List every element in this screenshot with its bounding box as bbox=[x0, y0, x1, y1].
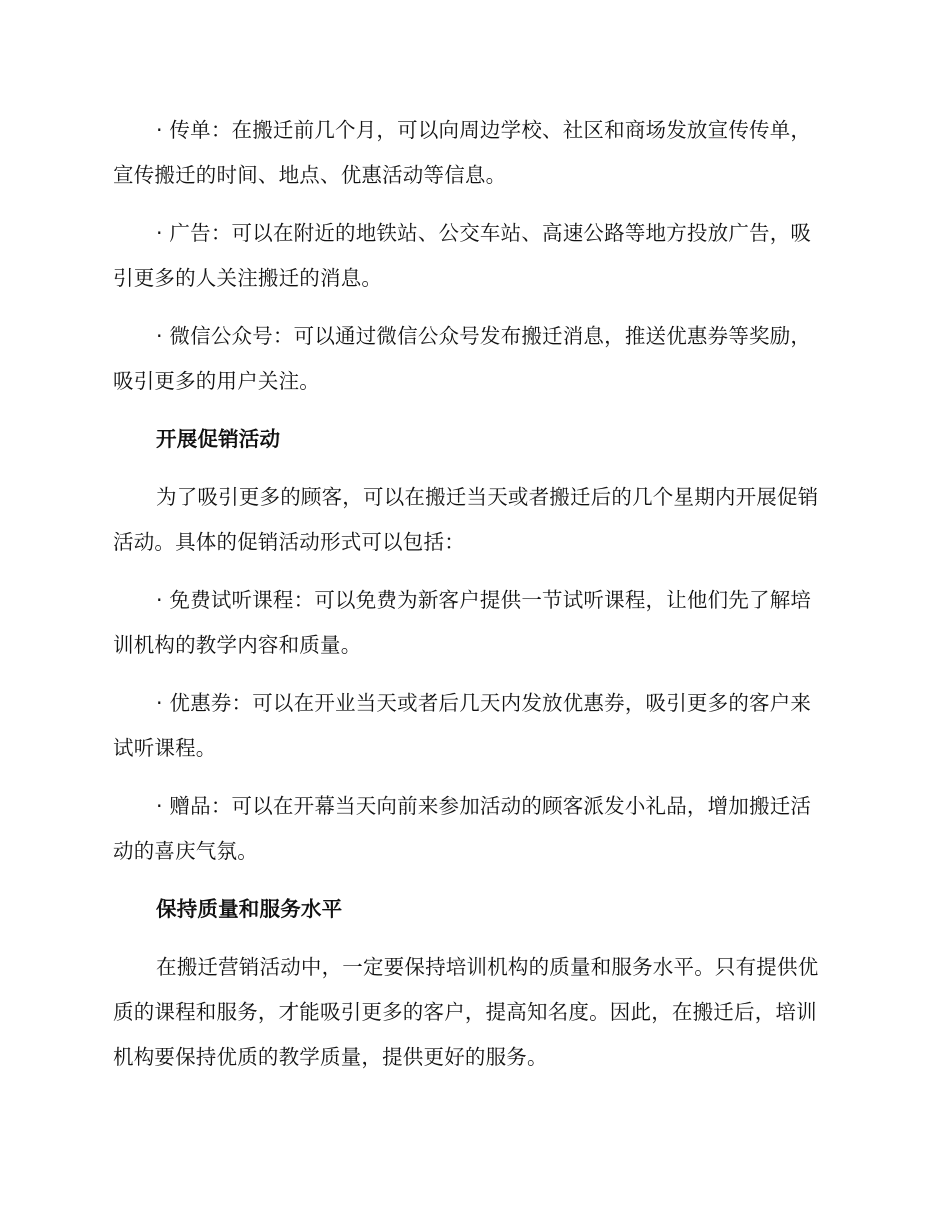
bullet-wechat: · 微信公众号：可以通过微信公众号发布搬迁消息，推送优惠券等奖励，吸引更多的用户关注。 bbox=[113, 324, 812, 393]
bullet-flyers: · 传单：在搬迁前几个月，可以向周边学校、社区和商场发放宣传传单，宣传搬迁的时间、地点、优惠活动等信息。 bbox=[113, 118, 812, 187]
bullet-gifts: · 赠品：可以在开幕当天向前来参加活动的顾客派发小礼品，增加搬迁活动的喜庆气氛。 bbox=[113, 794, 812, 863]
document-body bbox=[113, 108, 830, 1093]
bullet-free-trial: · 免费试听课程：可以免费为新客户提供一节试听课程，让他们先了解培训机构的教学内容和质量。 bbox=[113, 588, 812, 657]
section-heading-promotions: 开展促销活动 bbox=[156, 427, 281, 451]
bullet-ads: · 广告：可以在附近的地铁站、公交车站、高速公路等地方投放广告，吸引更多的人关注搬迁的消息。 bbox=[113, 221, 812, 290]
section-heading-quality: 保持质量和服务水平 bbox=[156, 897, 343, 921]
paragraph-promotions-intro: 为了吸引更多的顾客，可以在搬迁当天或者搬迁后的几个星期内开展促销活动。具体的促销活动形式可以包括： bbox=[113, 485, 819, 554]
bullet-coupons: · 优惠券：可以在开业当天或者后几天内发放优惠券，吸引更多的客户来试听课程。 bbox=[113, 691, 812, 760]
paragraph-quality: 在搬迁营销活动中，一定要保持培训机构的质量和服务水平。只有提供优质的课程和服务，才能吸引更多的客户，提高知名度。因此，在搬迁后，培训机构要保持优质的教学质量，提供更好的服务。 bbox=[113, 955, 819, 1069]
